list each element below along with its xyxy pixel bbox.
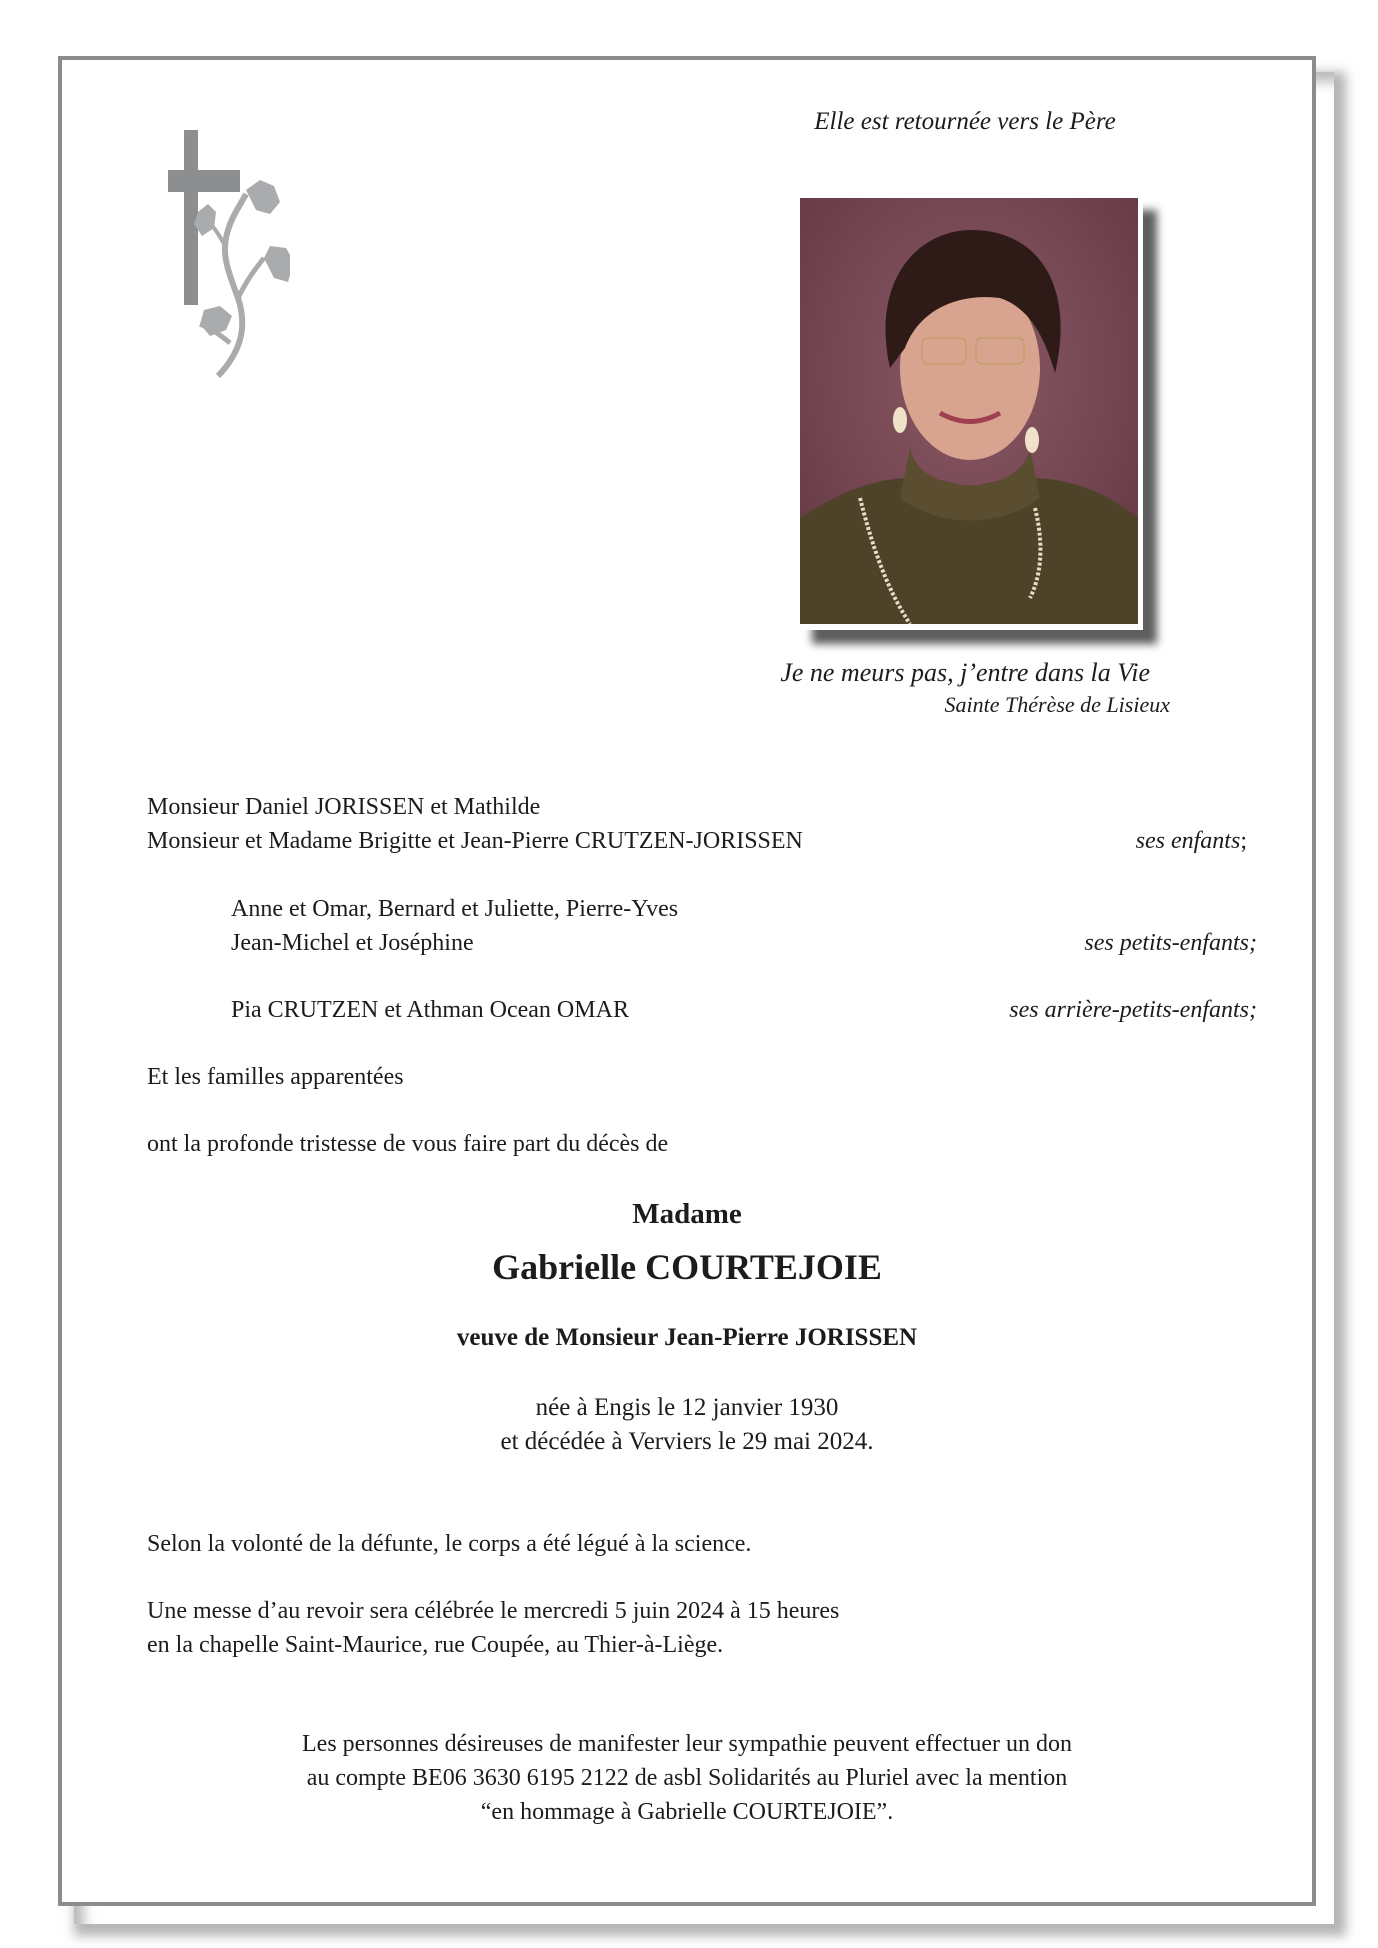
relation-children: ses enfants bbox=[1135, 828, 1241, 854]
child-line: Monsieur et Madame Brigitte et Jean-Pierre CRUTZEN-JORISSEN bbox=[147, 828, 803, 854]
caption-quote: Je ne meurs pas, j’entre dans la Vie bbox=[780, 658, 1150, 687]
announcement-line: ont la profonde tristesse de vous faire part du décès de bbox=[147, 1131, 669, 1157]
relation-great-grandchildren: ses arrière-petits-enfants; bbox=[1009, 997, 1257, 1023]
relatives-line: Et les familles apparentées bbox=[147, 1064, 404, 1090]
mass-info bbox=[147, 1594, 1257, 1662]
deceased-title: Madame bbox=[632, 1198, 742, 1230]
cross-with-ivy-icon bbox=[160, 128, 290, 378]
mass-line: Une messe d’au revoir sera célébrée le mercredi 5 juin 2024 à 15 heures bbox=[147, 1598, 840, 1624]
header-quote: Elle est retournée vers le Père bbox=[814, 108, 1116, 135]
birth-info: née à Engis le 12 janvier 1930 bbox=[535, 1394, 839, 1421]
great-grandchild-line: Pia CRUTZEN et Athman Ocean OMAR bbox=[231, 997, 629, 1023]
donation-line: au compte BE06 3630 6195 2122 de asbl Solidarités au Pluriel avec la mention bbox=[306, 1765, 1068, 1791]
portrait-photo-frame bbox=[798, 196, 1143, 630]
portrait-photo bbox=[800, 198, 1138, 624]
mass-line: en la chapelle Saint-Maurice, rue Coupée, au Thier-à-Liège. bbox=[147, 1632, 724, 1658]
grandchildren-block bbox=[147, 892, 1257, 960]
grandchild-line: Anne et Omar, Bernard et Juliette, Pierre-Yves bbox=[231, 896, 679, 922]
donation-line: “en hommage à Gabrielle COURTEJOIE”. bbox=[480, 1799, 894, 1825]
relation-punct: ; bbox=[1240, 828, 1247, 854]
child-line: Monsieur Daniel JORISSEN et Mathilde bbox=[147, 794, 541, 820]
children-block bbox=[147, 790, 1257, 858]
deceased-name: Gabrielle COURTEJOIE bbox=[492, 1247, 882, 1287]
donation-line: Les personnes désireuses de manifester leur sympathie peuvent effectuer un don bbox=[302, 1731, 1072, 1757]
grandchild-line: Jean-Michel et Joséphine bbox=[231, 930, 474, 956]
widow-of: veuve de Monsieur Jean-Pierre JORISSEN bbox=[456, 1324, 918, 1351]
great-grandchildren-block bbox=[147, 993, 1257, 1027]
science-note: Selon la volonté de la défunte, le corps a été légué à la science. bbox=[147, 1531, 752, 1557]
death-info: et décédée à Verviers le 29 mai 2024. bbox=[500, 1428, 874, 1455]
caption-author: Sainte Thérèse de Lisieux bbox=[944, 692, 1170, 717]
donation-info bbox=[62, 1727, 1312, 1829]
caption bbox=[700, 658, 1170, 718]
relation-grandchildren: ses petits-enfants; bbox=[1084, 930, 1257, 956]
